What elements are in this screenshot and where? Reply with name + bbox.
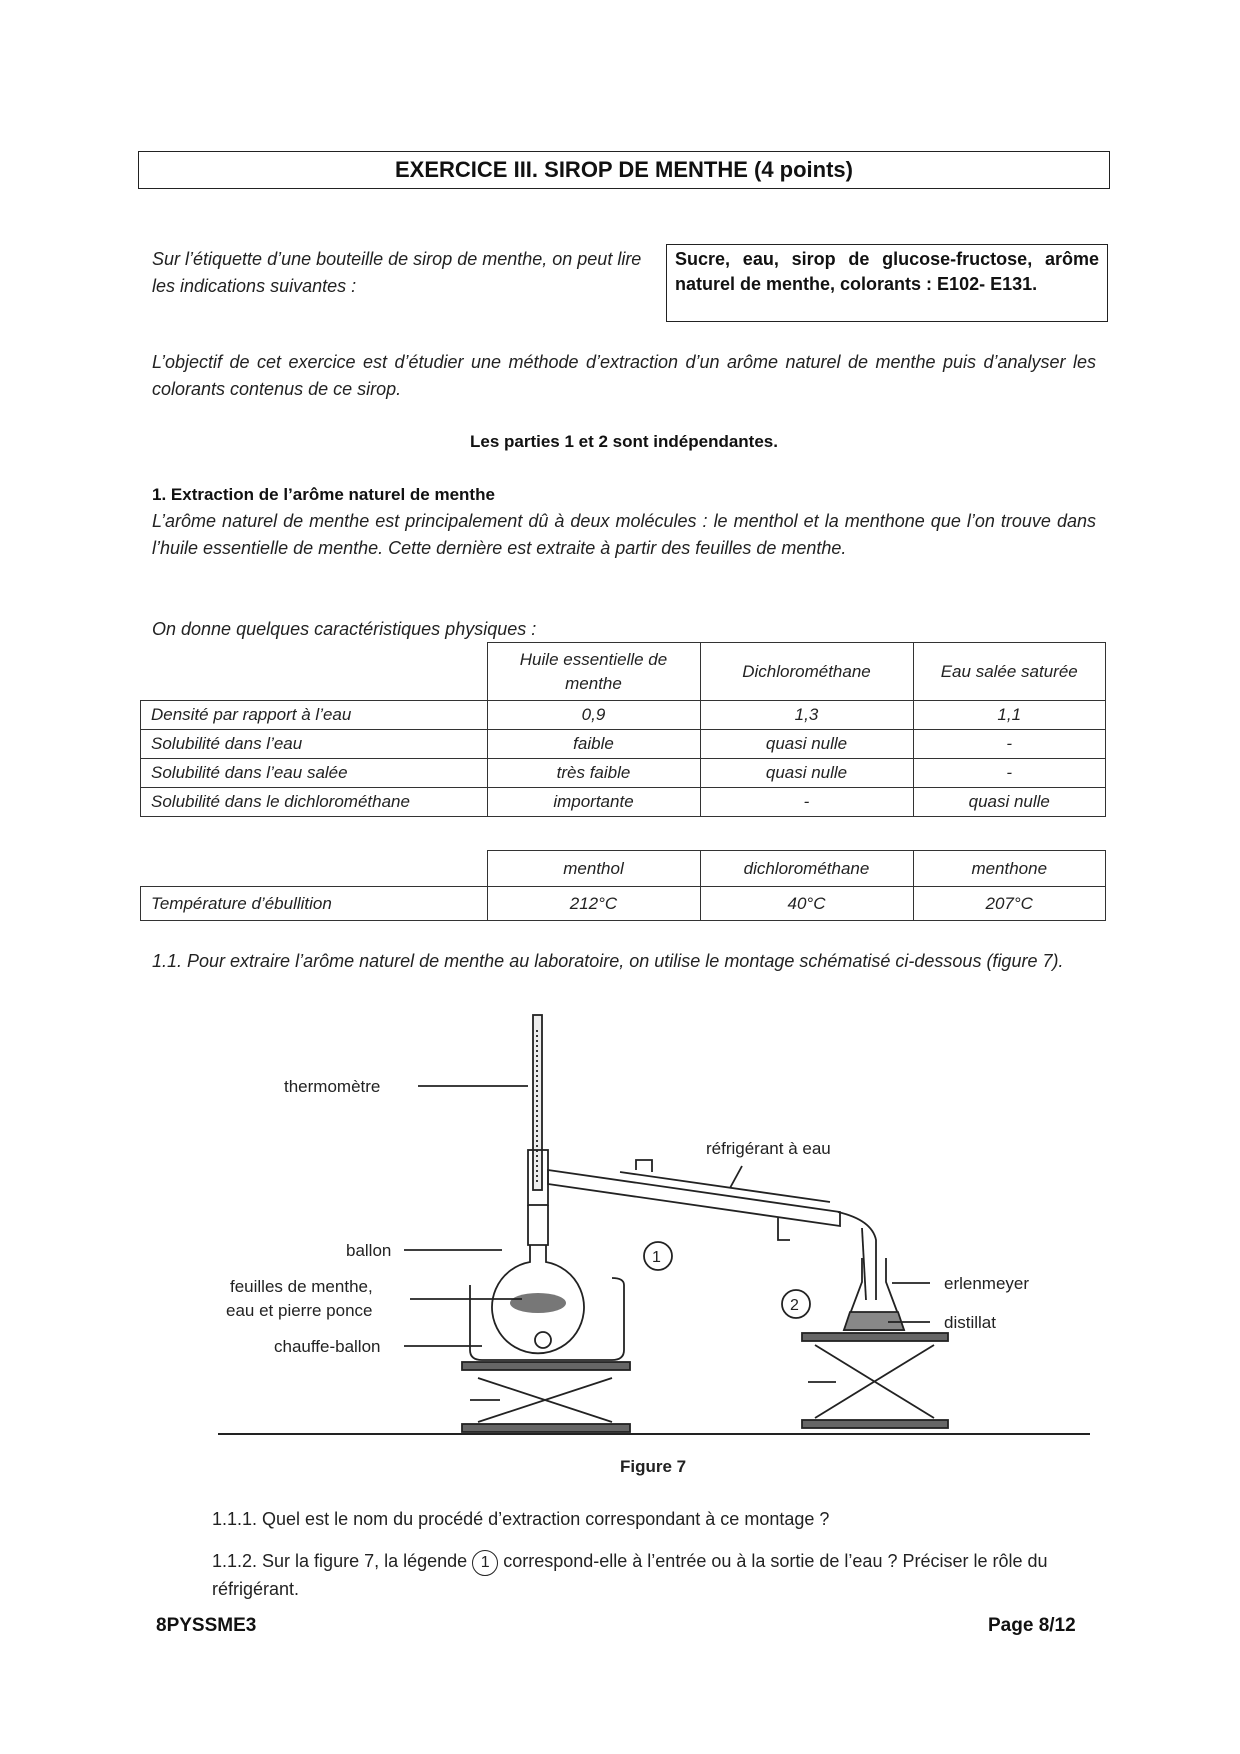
question-1-1: 1.1. Pour extraire l’arôme naturel de menthe au laboratoire, on utilise le montage schématisé ci-dessous (figure 7). [152,951,1064,971]
label-distillat: distillat [944,1313,996,1332]
parts-note: Les parties 1 et 2 sont indépendantes. [470,432,778,451]
refrigerant-jacket [620,1172,830,1202]
jack-top-left [462,1362,630,1370]
label-refrigerant: réfrigérant à eau [706,1139,831,1158]
intro-text: Sur l’étiquette d’une bouteille de sirop de menthe, on peut lire les indications suivantes : [152,249,642,296]
table-cell: très faible [487,759,700,788]
objective-text: L’objectif de cet exercice est d’étudier une méthode d’extraction d’un arôme naturel de menthe puis d’analyser les colorants contenus de ce sirop. [152,352,1096,399]
header-cell: Huile essentielle de menthe [487,643,700,701]
row-header: Température d’ébullition [141,887,488,921]
table-cell: faible [487,730,700,759]
flask-contents [510,1293,566,1313]
question-1-1-2-end: correspond-elle à l’entrée ou à la sortie de l’eau ? Préciser le rôle du réfrigérant. [212,1551,1048,1599]
water-outlet [778,1218,790,1240]
table-cell: 212°C [487,887,700,921]
label-feuilles-2: eau et pierre ponce [226,1301,373,1320]
table-cell: quasi nulle [700,730,913,759]
table-cell: quasi nulle [700,759,913,788]
footer-code: 8PYSSME3 [156,1615,257,1636]
table-cell: 1,1 [913,701,1106,730]
section-1-title: 1. Extraction de l’arôme naturel de menthe [152,485,495,504]
jack-base-left [462,1424,630,1432]
header-cell: Dichlorométhane [700,643,913,701]
row-header: Solubilité dans le dichlorométhane [141,788,488,817]
label-erlenmeyer: erlenmeyer [944,1274,1030,1293]
question-1-1-2-start: 1.1.2. Sur la figure 7, la légende [212,1551,468,1571]
heater-knob [535,1332,551,1348]
jack-base-right [802,1420,948,1428]
footer-page: Page 8/12 [988,1615,1076,1636]
table-cell: - [913,759,1106,788]
question-marker-1: 1 [472,1550,498,1576]
label-feuilles-1: feuilles de menthe, [230,1277,373,1296]
table-cell: - [700,788,913,817]
adapter-tube [838,1212,876,1300]
header-cell: dichlorométhane [700,851,913,887]
header-cell: menthol [487,851,700,887]
figure-caption: Figure 7 [620,1457,687,1476]
row-header: Solubilité dans l’eau salée [141,759,488,788]
table-cell: - [913,730,1106,759]
table-intro: On donne quelques caractéristiques physiques : [152,619,537,639]
header-cell: Eau salée saturée [913,643,1106,701]
table-cell: quasi nulle [913,788,1106,817]
arrow-refrigerant [730,1166,742,1188]
table-cell: 207°C [913,887,1106,921]
question-1-1-1: 1.1.1. Quel est le nom du procédé d’extraction correspondant à ce montage ? [212,1509,830,1529]
water-inlet [636,1160,652,1172]
label-thermometre: thermomètre [284,1077,381,1096]
table-cell: 0,9 [487,701,700,730]
distillat-liquid [844,1312,904,1330]
row-header: Solubilité dans l’eau [141,730,488,759]
label-ballon: ballon [346,1241,392,1260]
marker-2: 2 [790,1297,799,1314]
jack-top-right [802,1333,948,1341]
question-1-1-2 [212,1548,1102,1603]
section-1-text: L’arôme naturel de menthe est principalement dû à deux molécules : le menthol et la menthone que l’on trouve dans l’huile essentielle de menthe. Cette dernière est extraite à partir des feuilles de menthe. [152,511,1096,558]
label-chauffe: chauffe-ballon [274,1337,381,1356]
row-header: Densité par rapport à l’eau [141,701,488,730]
table-cell: importante [487,788,700,817]
table-cell: 40°C [700,887,913,921]
bottle-label-box: Sucre, eau, sirop de glucose-fructose, arôme naturel de menthe, colorants : E102- E131. [666,244,1108,322]
header-cell: menthone [913,851,1106,887]
marker-1: 1 [652,1249,661,1266]
flask-neck-adapter [528,1205,548,1245]
exercise-title: EXERCICE III. SIROP DE MENTHE (4 points) [138,151,1110,189]
table-cell: 1,3 [700,701,913,730]
